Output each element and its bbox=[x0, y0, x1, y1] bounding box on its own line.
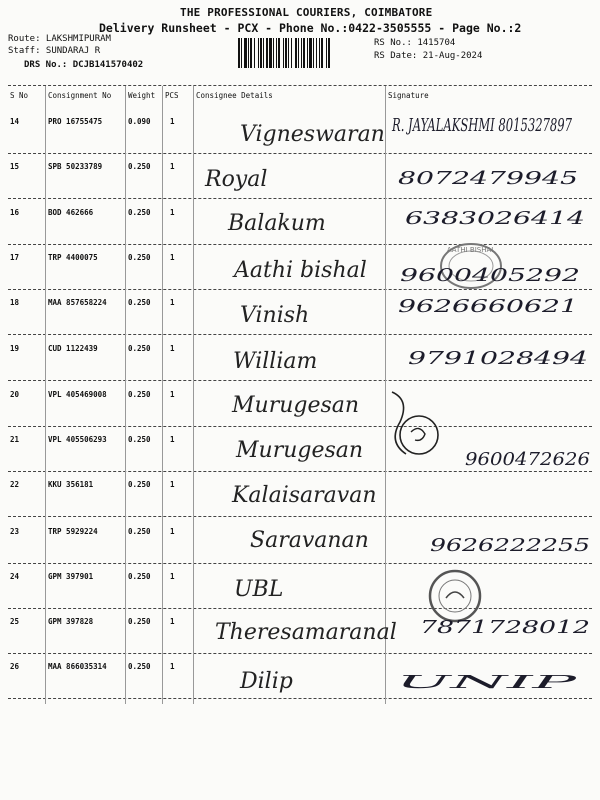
row-weight: 0.250 bbox=[128, 480, 151, 489]
consignee-name: Theresamaranal bbox=[215, 620, 397, 645]
row-consignee-handwriting bbox=[234, 568, 414, 608]
col-divider bbox=[162, 86, 163, 704]
row-consignment-no: PRO 16755475 bbox=[48, 117, 103, 126]
barcode-bar bbox=[309, 38, 312, 68]
row-weight: 0.250 bbox=[128, 208, 151, 217]
col-header-sno: S No bbox=[10, 91, 29, 100]
row-consignment-no: MAA 857658224 bbox=[48, 298, 107, 307]
row-consignment-no: KKU 356181 bbox=[48, 480, 94, 489]
consignee-name: UBL bbox=[234, 577, 284, 602]
consignee-name: Balakum bbox=[228, 211, 326, 236]
row-consignee-handwriting bbox=[228, 204, 408, 244]
row-pcs: 1 bbox=[170, 162, 175, 171]
row-pcs: 1 bbox=[170, 662, 175, 671]
consignee-name: Murugesan bbox=[236, 438, 364, 463]
row-sno: 23 bbox=[10, 527, 20, 536]
barcode-bar bbox=[298, 38, 299, 68]
company-title: THE PROFESSIONAL COURIERS, COIMBATORE bbox=[180, 6, 433, 19]
consignee-name: Kalaisaravan bbox=[232, 483, 377, 508]
drs-number: DRS No.: DCJB141570402 bbox=[24, 60, 144, 70]
row-weight: 0.090 bbox=[128, 117, 151, 126]
signature-text: 9600405292 bbox=[400, 265, 580, 286]
barcode bbox=[238, 38, 362, 68]
row-sno: 19 bbox=[10, 344, 20, 353]
row-pcs: 1 bbox=[170, 390, 175, 399]
row-weight: 0.250 bbox=[128, 527, 151, 536]
row-consignment-no: VPL 405506293 bbox=[48, 435, 107, 444]
signature-text: R. JAYALAKSHMI 8015327897 bbox=[391, 115, 573, 136]
row-signature bbox=[405, 202, 595, 246]
consignee-name: Saravanan bbox=[250, 528, 369, 553]
col-divider bbox=[45, 86, 46, 704]
consignee-name: Dilip bbox=[240, 669, 293, 694]
row-weight: 0.250 bbox=[128, 344, 151, 353]
signature-text: 9600472626 bbox=[465, 449, 590, 470]
barcode-bar bbox=[328, 38, 330, 68]
barcode-bar bbox=[285, 38, 287, 68]
col-header-consignment: Consignment No bbox=[48, 91, 112, 100]
signature-text: 7871728012 bbox=[420, 617, 590, 638]
row-consignment-no: CUD 1122439 bbox=[48, 344, 98, 353]
row-consignee-handwriting bbox=[236, 431, 416, 471]
col-header-consignee: Consignee Details bbox=[196, 91, 273, 100]
col-header-signature: Signature bbox=[388, 91, 429, 100]
row-sno: 17 bbox=[10, 253, 20, 262]
row-sno: 21 bbox=[10, 435, 20, 444]
row-weight: 0.250 bbox=[128, 572, 151, 581]
row-signature bbox=[400, 247, 595, 291]
row-weight: 0.250 bbox=[128, 253, 151, 262]
consignee-name: Aathi bishal bbox=[234, 258, 367, 283]
row-pcs: 1 bbox=[170, 527, 175, 536]
barcode-bar bbox=[307, 38, 308, 68]
row-consignee-handwriting bbox=[205, 158, 385, 198]
col-header-weight: Weight bbox=[128, 91, 156, 100]
row-sno: 18 bbox=[10, 298, 20, 307]
row-consignee-handwriting bbox=[215, 613, 395, 653]
barcode-bar bbox=[313, 38, 314, 68]
staff-label: Staff: SUNDARAJ R bbox=[8, 46, 101, 56]
row-pcs: 1 bbox=[170, 617, 175, 626]
consignee-name: Murugesan bbox=[232, 393, 360, 418]
barcode-bar bbox=[278, 38, 280, 68]
row-consignment-no: TRP 4400075 bbox=[48, 253, 98, 262]
barcode-bar bbox=[269, 38, 272, 68]
row-divider bbox=[8, 426, 592, 427]
barcode-bar bbox=[263, 38, 264, 68]
row-signature bbox=[465, 429, 595, 473]
signature-text: UNIP bbox=[396, 672, 580, 693]
row-consignment-no: VPL 405469008 bbox=[48, 390, 107, 399]
row-consignment-no: GPM 397828 bbox=[48, 617, 94, 626]
barcode-bar bbox=[295, 38, 297, 68]
row-signature bbox=[420, 611, 595, 655]
signature-text: 9626222255 bbox=[430, 535, 590, 556]
row-sno: 16 bbox=[10, 208, 20, 217]
row-sno: 26 bbox=[10, 662, 20, 671]
barcode-bar bbox=[260, 38, 262, 68]
row-signature bbox=[408, 338, 595, 382]
barcode-bar bbox=[316, 38, 317, 68]
rs-date: RS Date: 21-Aug-2024 bbox=[374, 51, 483, 61]
barcode-bar bbox=[301, 38, 302, 68]
header-top-divider bbox=[8, 85, 592, 86]
row-pcs: 1 bbox=[170, 435, 175, 444]
row-divider bbox=[8, 608, 592, 609]
row-signature bbox=[392, 111, 595, 155]
row-consignee-handwriting bbox=[234, 249, 414, 289]
row-signature bbox=[396, 656, 595, 700]
row-weight: 0.250 bbox=[128, 617, 151, 626]
row-weight: 0.250 bbox=[128, 390, 151, 399]
barcode-bar bbox=[254, 38, 255, 68]
route-label: Route: LAKSHMIPURAM bbox=[8, 34, 111, 44]
row-consignee-handwriting bbox=[250, 523, 430, 563]
row-weight: 0.250 bbox=[128, 662, 151, 671]
row-sno: 15 bbox=[10, 162, 20, 171]
row-consignment-no: MAA 866035314 bbox=[48, 662, 107, 671]
barcode-bar bbox=[321, 38, 323, 68]
barcode-bar bbox=[248, 38, 249, 68]
row-pcs: 1 bbox=[170, 298, 175, 307]
barcode-bar bbox=[303, 38, 305, 68]
consignee-name: Vinish bbox=[240, 303, 310, 328]
barcode-bar bbox=[273, 38, 274, 68]
signature-text: 6383026414 bbox=[405, 208, 585, 229]
row-consignment-no: TRP 5929224 bbox=[48, 527, 98, 536]
consignee-name: Royal bbox=[205, 167, 268, 192]
row-weight: 0.250 bbox=[128, 298, 151, 307]
barcode-bar bbox=[276, 38, 277, 68]
row-consignee-handwriting bbox=[232, 476, 412, 516]
row-signature bbox=[398, 292, 595, 336]
barcode-bar bbox=[319, 38, 320, 68]
col-divider bbox=[125, 86, 126, 704]
row-consignee-handwriting bbox=[233, 340, 413, 380]
consignee-name: William bbox=[233, 349, 318, 374]
runsheet-subtitle: Delivery Runsheet - PCX - Phone No.:0422-3505555 - Page No.:2 bbox=[99, 21, 522, 35]
col-divider bbox=[193, 86, 194, 704]
barcode-bar bbox=[244, 38, 247, 68]
consignee-name: Vigneswaran bbox=[240, 122, 385, 147]
col-header-pcs: PCS bbox=[165, 91, 179, 100]
row-consignee-handwriting bbox=[240, 658, 420, 698]
barcode-bar bbox=[241, 38, 242, 68]
row-divider bbox=[8, 516, 592, 517]
signature-text: 9791028494 bbox=[408, 348, 588, 369]
signature-text: 9626660621 bbox=[398, 296, 578, 317]
stamp-text: AATHI BISHAL bbox=[446, 246, 496, 254]
row-consignee-handwriting bbox=[232, 386, 412, 426]
barcode-bar bbox=[291, 38, 292, 68]
row-sno: 22 bbox=[10, 480, 20, 489]
row-pcs: 1 bbox=[170, 572, 175, 581]
barcode-bar bbox=[326, 38, 327, 68]
row-weight: 0.250 bbox=[128, 435, 151, 444]
row-sno: 24 bbox=[10, 572, 20, 581]
row-sno: 14 bbox=[10, 117, 20, 126]
row-pcs: 1 bbox=[170, 344, 175, 353]
row-pcs: 1 bbox=[170, 208, 175, 217]
row-consignment-no: GPM 397901 bbox=[48, 572, 94, 581]
rs-number: RS No.: 1415704 bbox=[374, 38, 456, 48]
row-consignee-handwriting bbox=[240, 294, 420, 334]
row-pcs: 1 bbox=[170, 117, 175, 126]
signature-text: 8072479945 bbox=[398, 168, 578, 189]
row-pcs: 1 bbox=[170, 253, 175, 262]
row-sno: 20 bbox=[10, 390, 20, 399]
row-weight: 0.250 bbox=[128, 162, 151, 171]
row-sno: 25 bbox=[10, 617, 20, 626]
barcode-bar bbox=[283, 38, 284, 68]
row-consignment-no: BOD 462666 bbox=[48, 208, 94, 217]
row-signature bbox=[430, 521, 595, 565]
barcode-bar bbox=[266, 38, 268, 68]
row-signature bbox=[398, 156, 595, 200]
row-pcs: 1 bbox=[170, 480, 175, 489]
barcode-bar bbox=[238, 38, 240, 68]
barcode-bar bbox=[258, 38, 259, 68]
barcode-bar bbox=[288, 38, 289, 68]
row-consignment-no: SPB 50233789 bbox=[48, 162, 103, 171]
barcode-bar bbox=[250, 38, 252, 68]
